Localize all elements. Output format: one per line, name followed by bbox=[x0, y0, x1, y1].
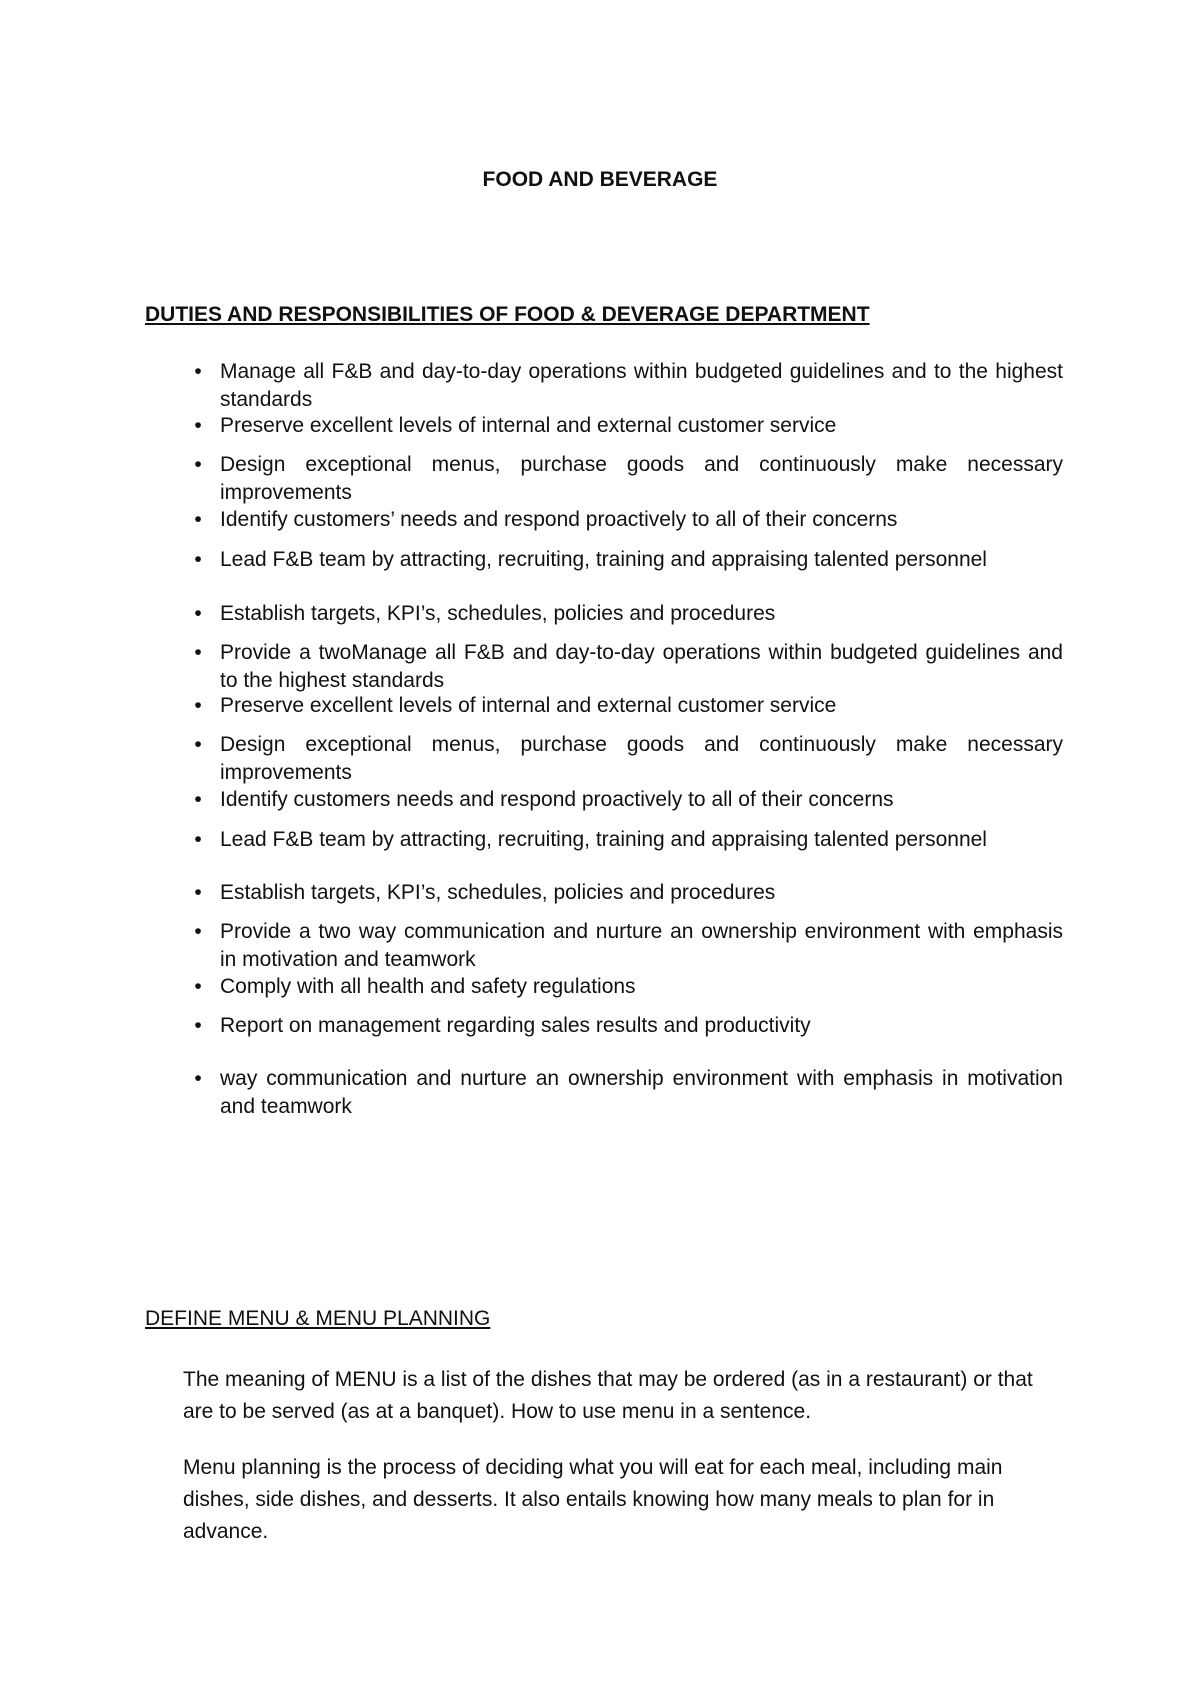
bullet-dot-icon: • bbox=[194, 975, 202, 998]
bullet-item bbox=[194, 786, 1063, 814]
bullet-text: Lead F&B team by attracting, recruiting, training and appraising talented personnel bbox=[220, 828, 987, 851]
menu-planning-paragraph: Menu planning is the process of deciding what you will eat for each meal, including main dishes, side dishes, and desserts. It also entails knowing how many meals to plan for in advance. bbox=[183, 1456, 1003, 1543]
bullet-dot-icon: • bbox=[194, 1067, 202, 1090]
bullet-dot-icon: • bbox=[194, 788, 202, 811]
bullet-item bbox=[194, 918, 1063, 974]
bullet-item bbox=[194, 879, 1063, 907]
bullet-text: Design exceptional menus, purchase goods and continuously make necessary improvements bbox=[220, 733, 1063, 784]
bullet-text: Provide a twoManage all F&B and day-to-day operations within budgeted guidelines and to the highest standards bbox=[220, 641, 1063, 692]
bullet-dot-icon: • bbox=[194, 694, 202, 717]
bullet-dot-icon: • bbox=[194, 733, 202, 756]
bullet-dot-icon: • bbox=[194, 641, 202, 664]
bullet-text: Identify customers needs and respond proactively to all of their concerns bbox=[220, 788, 894, 811]
menu-definition-paragraph: The meaning of MENU is a list of the dishes that may be ordered (as in a restaurant) or that are to be served (as at a banquet). How to use menu in a sentence. bbox=[183, 1368, 1033, 1423]
bullet-dot-icon: • bbox=[194, 548, 202, 571]
bullet-item bbox=[194, 692, 1063, 720]
bullet-dot-icon: • bbox=[194, 881, 202, 904]
bullet-text: Establish targets, KPI’s, schedules, policies and procedures bbox=[220, 881, 776, 904]
bullet-item bbox=[194, 1065, 1063, 1121]
bullet-dot-icon: • bbox=[194, 602, 202, 625]
bullet-item bbox=[194, 826, 1063, 854]
bullet-text: Preserve excellent levels of internal and external customer service bbox=[220, 414, 837, 437]
bullet-text: Lead F&B team by attracting, recruiting, training and appraising talented personnel bbox=[220, 548, 987, 571]
duties-heading: DUTIES AND RESPONSIBILITIES OF FOOD & DEVERAGE DEPARTMENT bbox=[145, 303, 870, 326]
bullet-text: Identify customers’ needs and respond proactively to all of their concerns bbox=[220, 508, 898, 531]
bullet-dot-icon: • bbox=[194, 414, 202, 437]
bullet-text: way communication and nurture an ownership environment with emphasis in motivation and teamwork bbox=[220, 1067, 1063, 1118]
bullet-text: Manage all F&B and day-to-day operations within budgeted guidelines and to the highest standards bbox=[220, 360, 1063, 411]
bullet-text: Establish targets, KPI’s, schedules, policies and procedures bbox=[220, 602, 776, 625]
bullet-dot-icon: • bbox=[194, 828, 202, 851]
bullet-item bbox=[194, 358, 1063, 414]
bullet-item bbox=[194, 731, 1063, 787]
bullet-item bbox=[194, 1012, 1063, 1040]
bullet-text: Comply with all health and safety regulations bbox=[220, 975, 636, 998]
bullet-text: Design exceptional menus, purchase goods and continuously make necessary improvements bbox=[220, 453, 1063, 504]
bullet-text: Report on management regarding sales results and productivity bbox=[220, 1014, 811, 1037]
bullet-item bbox=[194, 973, 1063, 1001]
bullet-dot-icon: • bbox=[194, 1014, 202, 1037]
bullet-dot-icon: • bbox=[194, 508, 202, 531]
bullet-item bbox=[194, 546, 1063, 574]
bullet-item bbox=[194, 506, 1063, 534]
bullet-dot-icon: • bbox=[194, 360, 202, 383]
bullet-text: Provide a two way communication and nurture an ownership environment with emphasis in motivation and teamwork bbox=[220, 920, 1063, 971]
bullet-item bbox=[194, 451, 1063, 507]
bullet-item bbox=[194, 600, 1063, 628]
bullet-dot-icon: • bbox=[194, 920, 202, 943]
document-title: FOOD AND BEVERAGE bbox=[482, 168, 718, 191]
bullet-item bbox=[194, 639, 1063, 695]
bullet-item bbox=[194, 412, 1063, 440]
menu-heading: DEFINE MENU & MENU PLANNING bbox=[145, 1307, 491, 1330]
bullet-dot-icon: • bbox=[194, 453, 202, 476]
bullet-text: Preserve excellent levels of internal and external customer service bbox=[220, 694, 837, 717]
